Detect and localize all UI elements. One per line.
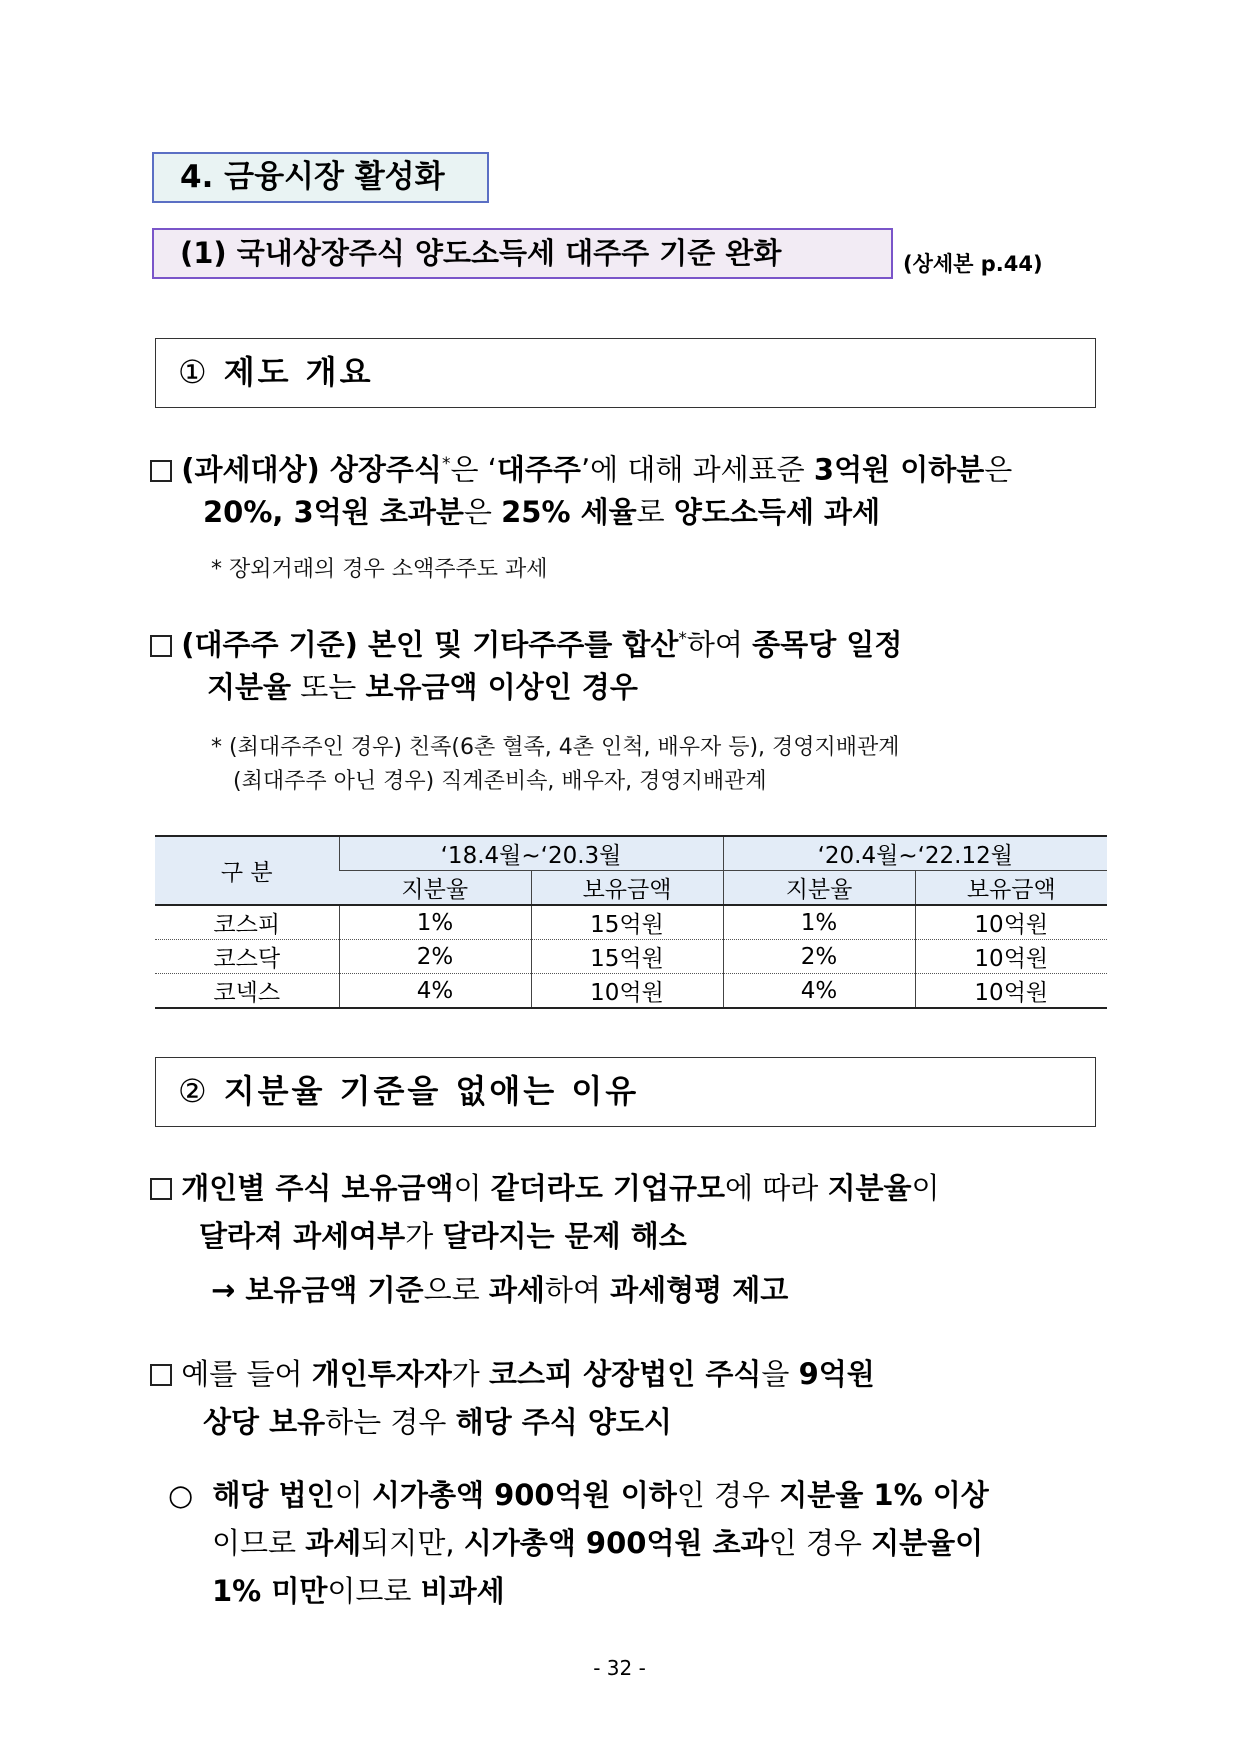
text-bold: (대주주 기준) 본인 및 기타주주를 합산 [181,627,679,662]
text-bold: 3억원 이하분 [813,452,985,487]
paragraph-major-shareholder-criteria-line2 [207,663,638,711]
text-bold: 해당 주식 양도시 [455,1405,672,1439]
paragraph-major-shareholder-criteria [150,615,902,669]
text: 로 [636,495,674,529]
paragraph-example-line2 [203,1398,672,1446]
table-cell: 10억원 [915,940,1107,974]
text: 예를 들어 [181,1357,312,1391]
text: 은 ‘ [450,452,497,487]
text: 되지만, [361,1526,464,1560]
footnote-star: * [441,454,451,474]
text-bold: 양도소득세 과세 [673,495,881,529]
box-number: ① [178,353,210,391]
table-cell: 2% [723,940,915,974]
text-bold: 지분율이 [871,1526,984,1560]
table-cell: 10억원 [915,974,1107,1009]
table-header-period: ‘20.4월~‘22.12월 [723,836,1107,871]
checkbox-square-icon [150,1178,172,1200]
text: 은 [984,452,1013,487]
text-bold: 상당 보유 [203,1405,326,1439]
table-header-category: 구 분 [155,836,339,905]
table-row [155,905,1107,940]
table-cell: 4% [339,974,531,1009]
paragraph-reason-line2 [199,1212,687,1260]
paragraph-example [150,1350,875,1398]
text-bold: 달라져 과세여부 [199,1219,406,1253]
text-bold: 해당 법인 [212,1478,335,1512]
text-bold: 9억원 [798,1357,875,1391]
criteria-table [155,835,1107,1009]
footnote-largest-shareholder: * (최대주주인 경우) 친족(6촌 혈족, 4촌 인척, 배우자 등), 경영지배관계 [211,735,900,760]
text-bold: 개인별 주식 보유금액 [181,1171,454,1205]
text-bold: 1% 미만 [212,1574,328,1608]
table-cell: 2% [339,940,531,974]
text: 이 [911,1171,940,1205]
section-title [152,152,489,203]
text-bold: 시가총액 900억원 이하 [371,1478,677,1512]
table-row [155,974,1107,1009]
text: 인 경우 [676,1478,780,1512]
text-bold: (과세대상) 상장주식 [181,452,442,487]
text-bold: 종목당 일정 [752,627,903,662]
text: 하여 [544,1273,611,1307]
text-bold: 개인투자자 [311,1357,452,1391]
text-bold: 대주주 [496,452,581,487]
table-cell: 코넥스 [155,974,339,1009]
table-cell: 15억원 [531,905,723,940]
text: 을 [761,1357,799,1391]
table-cell: 4% [723,974,915,1009]
table-cell: 코스닥 [155,940,339,974]
text: ’에 대해 과세표준 [580,452,814,487]
paragraph-taxation-target-line2 [203,488,880,536]
paragraph-reason [150,1164,940,1212]
text: 은 [463,495,502,529]
paragraph-example-detail [168,1471,989,1519]
table-cell: 1% [339,905,531,940]
subsection-reference: (상세본 p.44) [903,252,1043,276]
table-cell: 코스피 [155,905,339,940]
text-bold: 과세 [305,1526,362,1560]
table-subheader: 지분율 [723,871,915,906]
text-bold: 같더라도 기업규모 [490,1171,725,1205]
table-cell: 10억원 [915,905,1107,940]
text: 또는 [291,670,366,704]
table-subheader: 지분율 [339,871,531,906]
text: 가 [405,1219,443,1253]
text: 에 따라 [725,1171,828,1205]
text-bold: 시가총액 900억원 초과 [463,1526,769,1560]
text-bold: 비과세 [420,1574,505,1608]
checkbox-square-icon [150,460,172,482]
text: 으로 [423,1273,489,1307]
checkbox-square-icon [150,635,172,657]
table-cell: 15억원 [531,940,723,974]
text: 이므로 [212,1526,306,1560]
footnote-otc: * 장외거래의 경우 소액주주도 과세 [211,557,548,582]
text-bold: 25% 세율 [501,495,637,529]
text-bold: 20%, 3억원 초과분 [203,495,464,529]
text: 하는 경우 [325,1405,456,1439]
footnote-star: * [678,629,687,649]
paragraph-example-detail-line2 [212,1519,983,1567]
box-number: ② [178,1072,210,1110]
footnote-non-largest-shareholder: (최대주주 아닌 경우) 직계존비속, 배우자, 경영지배관계 [233,769,767,794]
table-cell: 10억원 [531,974,723,1009]
text-bold: 과세형평 제고 [610,1273,789,1307]
text-bold: → 보유금액 기준 [211,1273,424,1307]
paragraph-reason-conclusion [211,1266,788,1314]
subsection-title-text: (1) 국내상장주식 양도소득세 대주주 기준 완화 [180,236,782,270]
subsection-title [152,228,893,279]
table-header-row [155,836,1107,871]
box-heading-overview [155,338,1096,408]
text: 이 [453,1171,491,1205]
text: 이 [334,1478,372,1512]
text: 이므로 [327,1574,421,1608]
text-bold: 코스피 상장법인 주식 [489,1357,762,1391]
text-bold: 지분율 [207,670,292,704]
page-number: - 32 - [593,1656,646,1680]
table-cell: 1% [723,905,915,940]
section-title-text: 4. 금융시장 활성화 [180,159,445,195]
text-bold: 지분율 [827,1171,912,1205]
text-bold: 과세 [488,1273,545,1307]
text-bold: 지분율 1% 이상 [779,1478,989,1512]
checkbox-square-icon [150,1364,172,1386]
paragraph-taxation-target [150,440,1012,494]
text: 가 [451,1357,490,1391]
bullet-circle-icon: ○ [168,1478,194,1512]
table-subheader: 보유금액 [915,871,1107,906]
table-row [155,940,1107,974]
table-header-period: ‘18.4월~‘20.3월 [339,836,723,871]
text-bold: 보유금액 이상인 경우 [365,670,638,704]
text: 인 경우 [768,1526,872,1560]
box-heading-reason [155,1057,1096,1127]
text-bold: 달라지는 문제 해소 [442,1219,687,1253]
box-title: 지분율 기준을 없애는 이유 [223,1072,640,1110]
text: 하여 [686,627,753,662]
table-subheader: 보유금액 [531,871,723,906]
paragraph-example-detail-line3 [212,1567,505,1615]
box-title: 제도 개요 [223,353,374,391]
